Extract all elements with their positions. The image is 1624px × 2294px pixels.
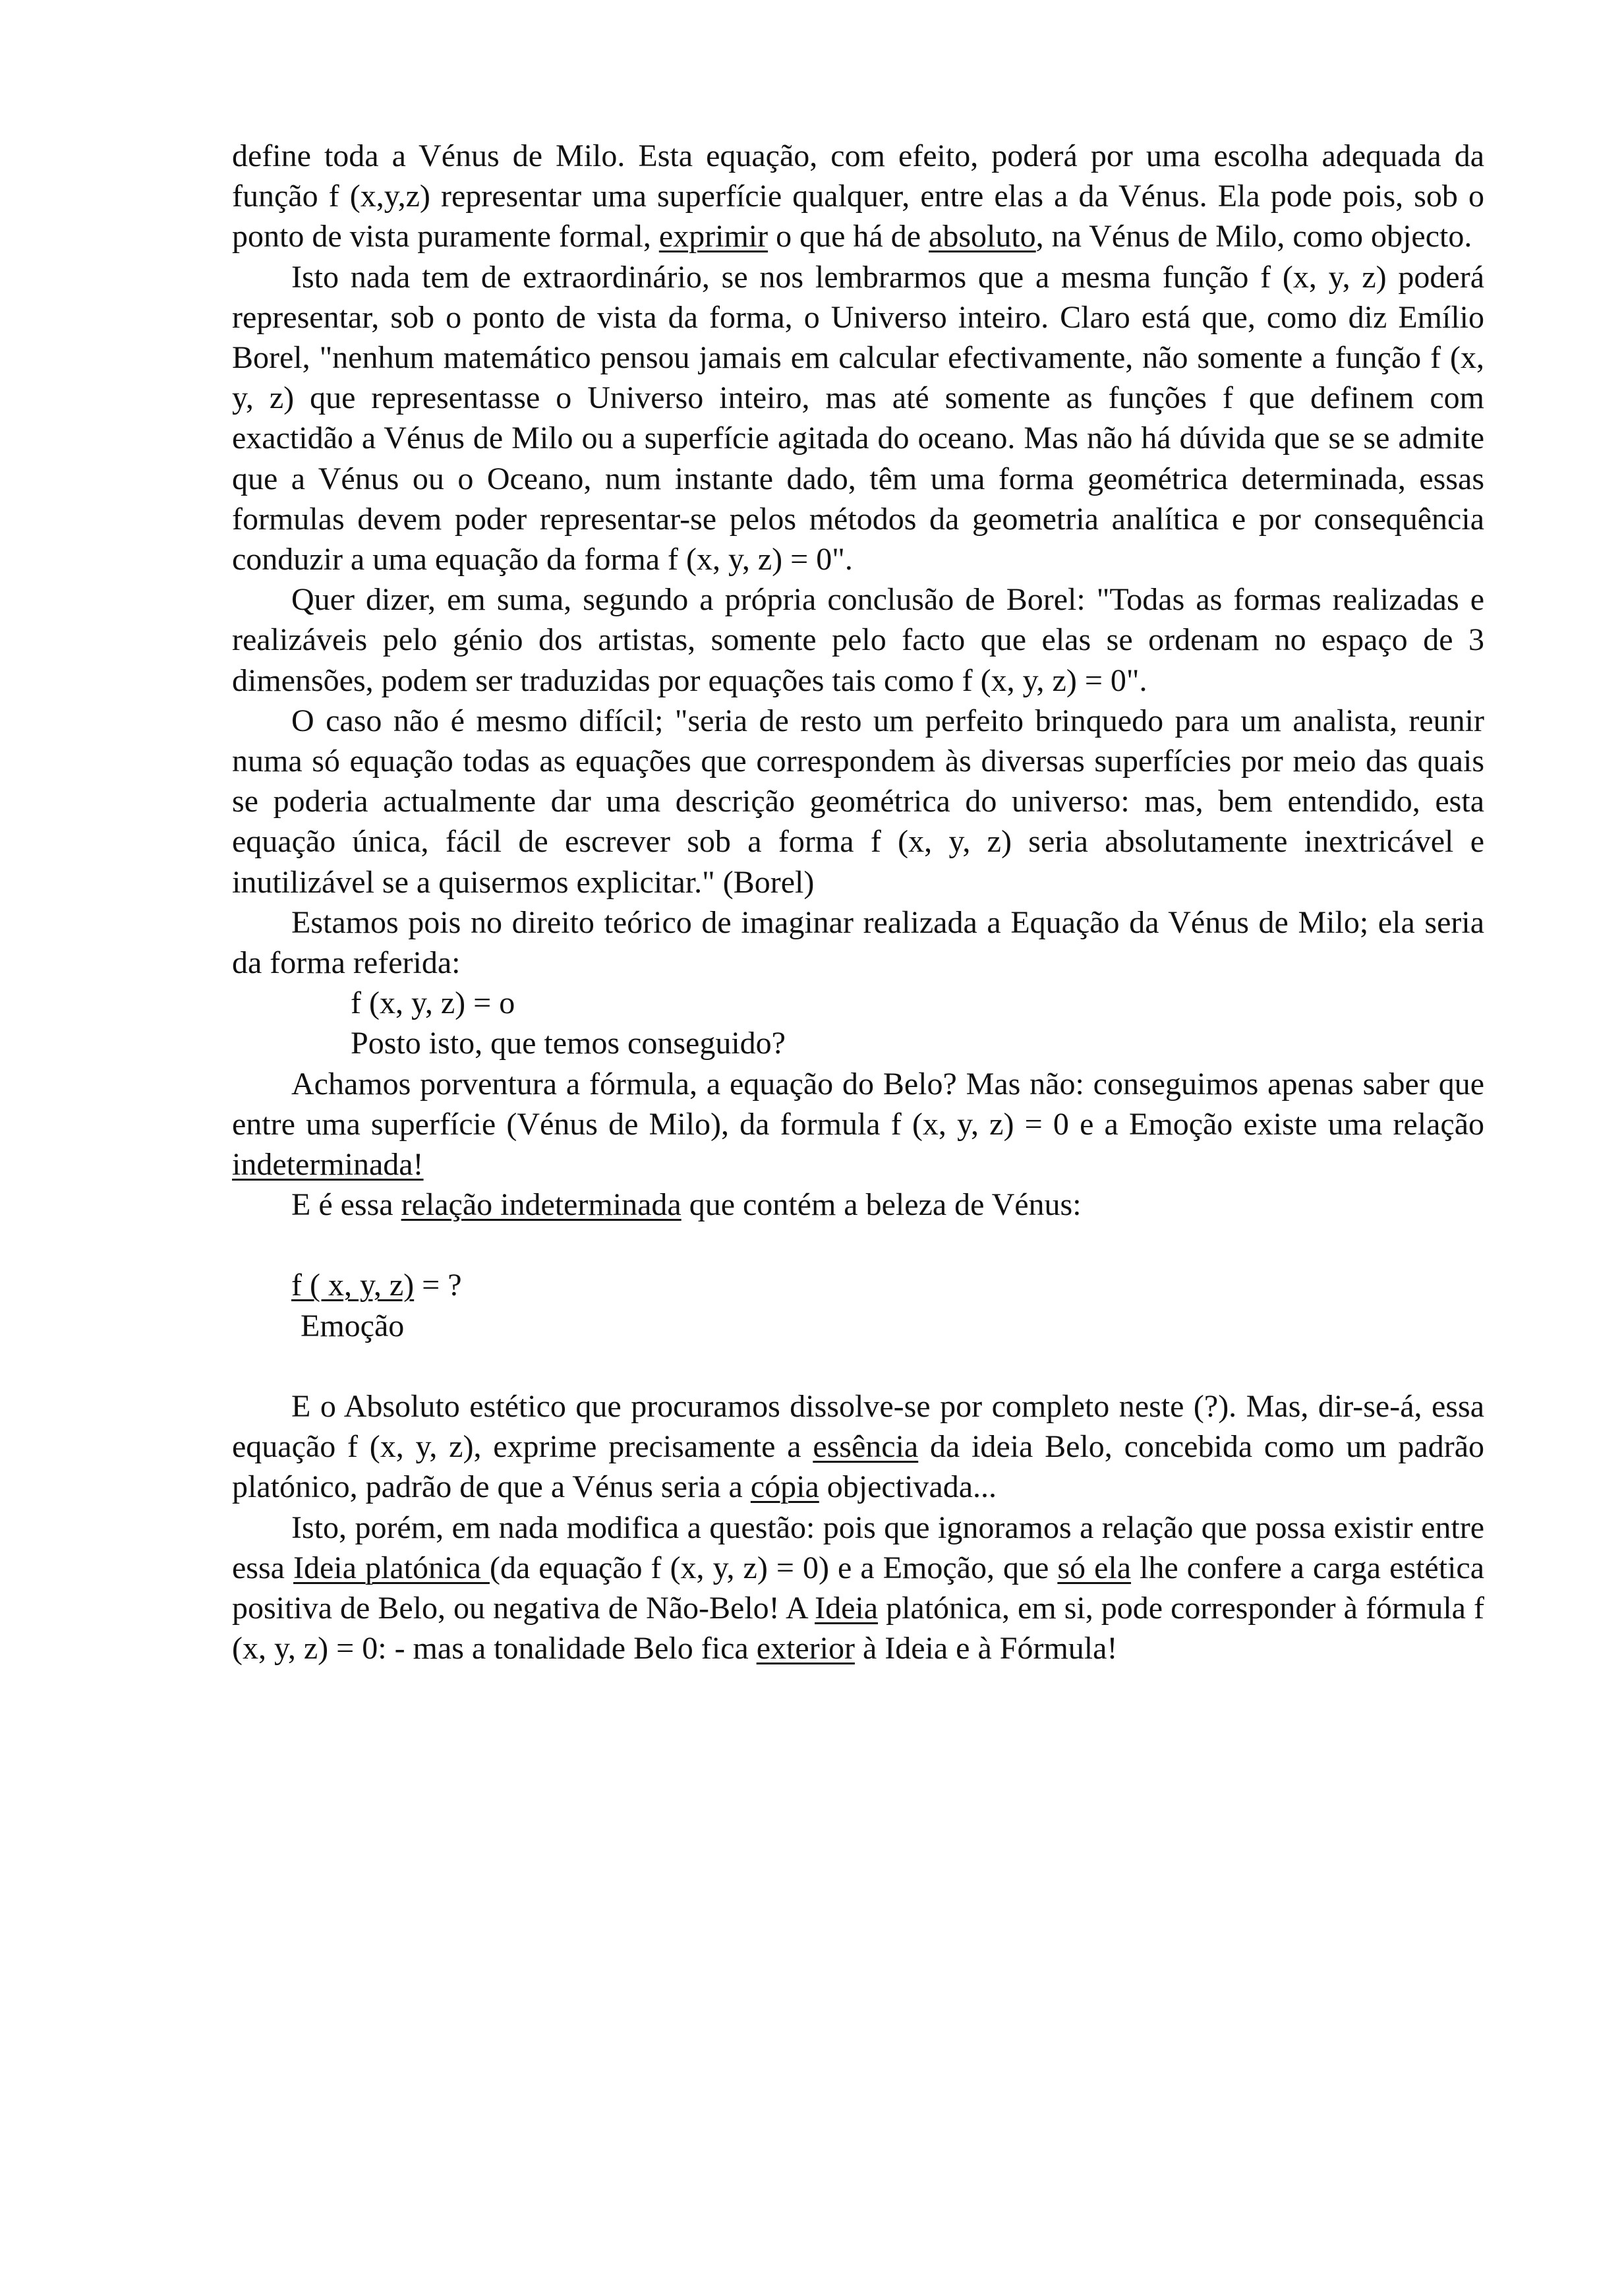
fraction-numerator — [291, 1265, 555, 1305]
underlined-word: absoluto — [929, 219, 1036, 254]
fraction-denominator: Emoção — [301, 1308, 405, 1343]
paragraph-indeterminate-relation — [232, 1185, 1484, 1225]
question-line: Posto isto, que temos conseguido? — [351, 1026, 786, 1061]
underlined-word: essência — [813, 1429, 919, 1465]
text-run: à Ideia e à Fórmula! — [854, 1631, 1118, 1666]
text-run: (da equação f (x, y, z) = 0) e a Emoção, que — [489, 1550, 1058, 1585]
text-run: Isto, porém, em nada modifica a questão: pois que ignoramos a relação que possa existir entre essa — [232, 1510, 1484, 1585]
formula-line: f (x, y, z) = o — [351, 985, 515, 1021]
spacer — [232, 1346, 1484, 1386]
text-run: Estamos pois no direito teórico de imaginar realizada a Equação da Vénus de Milo; ela seria da forma referida: — [232, 904, 1484, 981]
numerator-rest: = ? — [414, 1268, 462, 1303]
paragraph-venus-equation — [232, 136, 1484, 257]
underlined-word: exterior — [756, 1631, 855, 1666]
text-run: que contém a beleza de Vénus: — [681, 1187, 1082, 1223]
paragraph-absolute-aesthetic — [232, 1386, 1484, 1508]
text-run: o que há de — [768, 219, 929, 254]
numerator-function: f ( x, y, z) — [291, 1268, 415, 1303]
paragraph-universe — [232, 257, 1484, 580]
underlined-word: indeterminada! — [232, 1147, 424, 1183]
paragraph-borel-quote — [232, 701, 1484, 902]
text-run: da ideia Belo, concebida como um padrão platónico, padrão de que a Vénus seria a — [232, 1429, 1485, 1505]
underlined-word: exprimir — [658, 219, 768, 254]
text-run: define toda a Vénus de Milo. Esta equação, com efeito, poderá por uma escolha adequada da função f (x,y,z) representar uma superfície qualquer, entre elas a da Vénus. Ela pode pois, sob o ponto de vista puramente formal, — [232, 138, 1484, 254]
text-run: objectivada... — [819, 1469, 997, 1505]
text-run: Achamos porventura a fórmula, a equação do Belo? Mas não: conseguimos apenas saber que entre uma superfície (Vénus de Milo), da formula f (x, y, z) = 0 e a Emoção existe uma relação — [232, 1066, 1484, 1142]
text-run: E é essa — [291, 1187, 401, 1223]
underlined-word: Ideia — [815, 1590, 879, 1626]
text-run: Quer dizer, em suma, segundo a própria conclusão de Borel: "Todas as formas realizadas e realizáveis pelo génio dos artistas, somente pelo facto que elas se ordenam no espaço de 3 dimensões, podem ser traduzidas por equações tais como f (x, y, z) = 0". — [232, 582, 1484, 698]
document-body — [232, 136, 1484, 1668]
text-run: Isto nada tem de extraordinário, se nos lembrarmos que a mesma função f (x, y, z) poderá representar, sob o ponto de vista da forma, o Universo inteiro. Claro está que, como diz Emílio Borel, "nenhum matemático pensou jamais em calcular efectivamente, não somente a função f (x, y, z) que representasse o Universo inteiro, mas até somente as funções f que definem com exactidão a Vénus de Milo ou a superfície agitada do oceano. Mas não há dúvida que se se admite que a Vénus ou o Oceano, num instante dado, têm uma forma geométrica determinada, essas formulas devem poder representar-se pelos métodos da geometria analítica e por consequência conduzir a uma equação da forma f (x, y, z) = 0". — [232, 259, 1484, 577]
underlined-phrase: Ideia platónica — [293, 1550, 490, 1585]
paragraph-formula-of-beauty — [232, 1064, 1484, 1185]
text-run: platónica, em si, pode corresponder à fórmula f (x, y, z) = 0: - mas a tonalidade Belo fica — [232, 1590, 1484, 1666]
paragraph-borel-conclusion — [232, 579, 1484, 701]
fraction-equation — [291, 1265, 555, 1345]
underlined-phrase: só ela — [1057, 1550, 1132, 1585]
paragraph-platonic-idea — [232, 1508, 1484, 1669]
text-run: E o Absoluto estético que procuramos dissolve-se por completo neste (?). Mas, dir-se-á, essa equação f (x, y, z), exprime precisamente a — [232, 1388, 1484, 1465]
text-run: lhe confere a carga estética positiva de Belo, ou negativa de Não-Belo! A — [232, 1550, 1485, 1626]
underlined-phrase: relação indeterminada — [401, 1187, 682, 1223]
text-run: , na Vénus de Milo, como objecto. — [1035, 219, 1472, 254]
text-run: O caso não é mesmo difícil; "seria de resto um perfeito brinquedo para um analista, reunir numa só equação todas as equações que correspondem às diversas superfícies por meio das quais se poderia actualmente dar uma descrição geométrica do universo: mas, bem entendido, esta equação única, fácil de escrever sob a forma f (x, y, z) seria absolutamente inextricável e inutilizável se a quisermos explicitar." (Borel) — [232, 703, 1484, 900]
paragraph-imagine-equation — [232, 902, 1484, 983]
underlined-word: cópia — [750, 1469, 819, 1505]
